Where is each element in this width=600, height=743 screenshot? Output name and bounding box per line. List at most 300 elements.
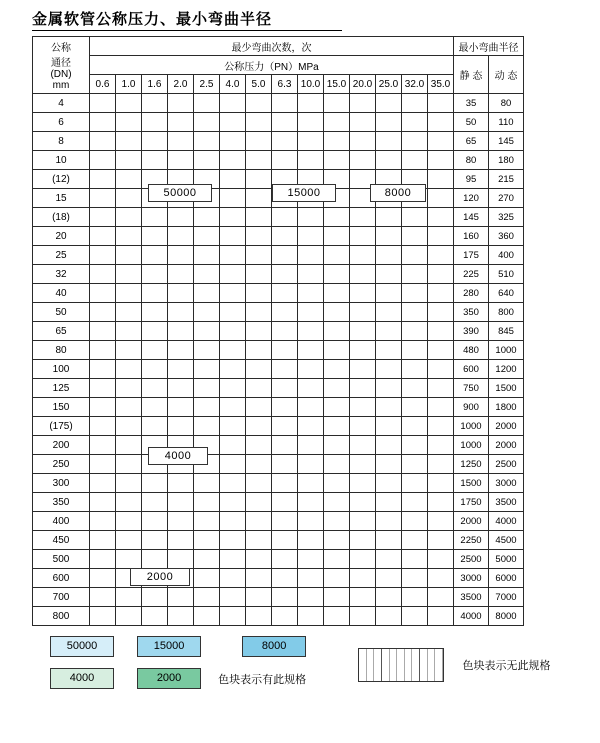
header-pressure-col-4: 2.5 [194,75,220,94]
cell-pressure [142,417,168,436]
cell-static-radius: 4000 [454,607,489,626]
cell-pressure [298,94,324,113]
table-row [33,208,524,227]
cell-dn: 6 [33,113,90,132]
cell-pressure [272,227,298,246]
cell-pressure [272,113,298,132]
cell-pressure [324,151,350,170]
cell-pressure [142,398,168,417]
cell-pressure [376,227,402,246]
cell-pressure [428,227,454,246]
cell-pressure [194,417,220,436]
title-underline [32,30,342,31]
cell-pressure [350,227,376,246]
legend-note-right: 色块表示无此规格 [462,660,551,672]
header-pressure-col-12: 32.0 [402,75,428,94]
cell-pressure [428,341,454,360]
cell-pressure [220,208,246,227]
cell-pressure [298,398,324,417]
cell-pressure [116,360,142,379]
cell-pressure [142,265,168,284]
table-row [33,284,524,303]
legend-swatch-2000: 2000 [137,668,201,689]
cell-pressure [402,94,428,113]
cell-pressure [402,607,428,626]
cell-pressure [142,607,168,626]
cell-pressure [376,265,402,284]
table-header [33,37,524,94]
cell-pressure [324,341,350,360]
cell-static-radius: 50 [454,113,489,132]
cell-pressure [90,398,116,417]
legend-right [358,648,550,682]
cell-pressure [168,493,194,512]
cell-pressure [142,227,168,246]
cell-pressure [350,550,376,569]
cell-pressure [246,303,272,322]
header-static: 静 态 [454,56,489,94]
cell-pressure [220,94,246,113]
cell-pressure [324,550,350,569]
table-row [33,569,524,588]
cell-dynamic-radius: 2500 [489,455,524,474]
cell-pressure [402,550,428,569]
cell-pressure [272,493,298,512]
cell-static-radius: 160 [454,227,489,246]
cell-pressure [246,189,272,208]
cell-pressure [90,322,116,341]
cell-pressure [272,265,298,284]
legend-note: 色块表示有此规格 [218,673,307,686]
header-row-3 [33,75,524,94]
cell-pressure [324,436,350,455]
cell-pressure [220,303,246,322]
cell-pressure [376,94,402,113]
cell-pressure [246,550,272,569]
cell-pressure [428,588,454,607]
table-row [33,246,524,265]
cell-pressure [272,94,298,113]
cell-pressure [402,303,428,322]
cell-pressure [246,227,272,246]
cell-dynamic-radius: 1800 [489,398,524,417]
cell-pressure [194,531,220,550]
cell-pressure [194,379,220,398]
cell-pressure [116,151,142,170]
cell-pressure [246,398,272,417]
cell-pressure [90,474,116,493]
cell-dn: 150 [33,398,90,417]
cell-pressure [272,550,298,569]
cell-pressure [350,208,376,227]
cell-pressure [90,531,116,550]
cell-pressure [168,417,194,436]
header-row-2 [33,56,524,75]
cell-pressure [246,132,272,151]
cell-pressure [324,531,350,550]
cell-pressure [402,417,428,436]
cell-pressure [142,132,168,151]
header-pressure-col-3: 2.0 [168,75,194,94]
header-pressure-col-10: 20.0 [350,75,376,94]
cell-pressure [90,607,116,626]
cell-dynamic-radius: 3500 [489,493,524,512]
cell-pressure [220,132,246,151]
cell-pressure [194,94,220,113]
cell-pressure [194,569,220,588]
cell-dn: 250 [33,455,90,474]
cell-pressure [220,417,246,436]
cell-pressure [298,132,324,151]
cell-pressure [246,170,272,189]
cell-pressure [376,493,402,512]
cell-pressure [220,189,246,208]
cell-pressure [194,284,220,303]
cell-dynamic-radius: 8000 [489,607,524,626]
cell-dn: 32 [33,265,90,284]
cell-pressure [116,208,142,227]
cell-pressure [324,132,350,151]
cell-pressure [272,132,298,151]
cell-pressure [220,113,246,132]
cell-pressure [376,436,402,455]
cell-pressure [428,455,454,474]
cell-pressure [428,246,454,265]
cell-pressure [324,588,350,607]
cell-pressure [116,227,142,246]
cell-pressure [116,417,142,436]
cell-pressure [220,227,246,246]
cell-pressure [402,379,428,398]
cell-pressure [220,265,246,284]
cell-pressure [272,303,298,322]
cell-pressure [350,246,376,265]
cell-dynamic-radius: 180 [489,151,524,170]
cell-pressure [116,341,142,360]
cell-static-radius: 1750 [454,493,489,512]
cell-pressure [272,512,298,531]
cell-pressure [324,398,350,417]
overlay-label-15000: 15000 [272,184,336,202]
cell-pressure [168,512,194,531]
cell-pressure [142,284,168,303]
table-row [33,265,524,284]
cell-pressure [142,379,168,398]
cell-pressure [168,246,194,265]
cell-pressure [168,208,194,227]
cell-dynamic-radius: 1000 [489,341,524,360]
cell-pressure [90,265,116,284]
cell-pressure [428,208,454,227]
cell-pressure [324,455,350,474]
cell-pressure [272,284,298,303]
cell-pressure [220,436,246,455]
table-row [33,531,524,550]
cell-pressure [402,455,428,474]
cell-pressure [428,550,454,569]
cell-dynamic-radius: 400 [489,246,524,265]
cell-pressure [90,132,116,151]
cell-pressure [90,341,116,360]
cell-pressure [246,208,272,227]
cell-pressure [116,436,142,455]
cell-pressure [376,303,402,322]
cell-pressure [350,151,376,170]
cell-pressure [116,170,142,189]
cell-pressure [168,303,194,322]
cell-dn: 450 [33,531,90,550]
cell-pressure [272,246,298,265]
cell-pressure [194,151,220,170]
cell-pressure [220,151,246,170]
cell-pressure [428,189,454,208]
cell-dynamic-radius: 1200 [489,360,524,379]
cell-static-radius: 3000 [454,569,489,588]
cell-dn: 10 [33,151,90,170]
cell-pressure [350,303,376,322]
cell-pressure [298,303,324,322]
cell-pressure [90,379,116,398]
cell-pressure [376,246,402,265]
cell-pressure [298,550,324,569]
header-row-1 [33,37,524,56]
table-row [33,132,524,151]
cell-pressure [324,474,350,493]
cell-pressure [116,189,142,208]
cell-static-radius: 750 [454,379,489,398]
cell-pressure [272,341,298,360]
cell-dn: 100 [33,360,90,379]
cell-pressure [142,512,168,531]
cell-pressure [376,360,402,379]
table-row [33,151,524,170]
cell-pressure [324,265,350,284]
cell-pressure [428,132,454,151]
cell-pressure [142,360,168,379]
cell-pressure [142,341,168,360]
cell-pressure [116,455,142,474]
cell-pressure [116,246,142,265]
cell-dynamic-radius: 4000 [489,512,524,531]
cell-pressure [402,284,428,303]
cell-pressure [298,436,324,455]
cell-pressure [90,151,116,170]
cell-pressure [272,360,298,379]
cell-pressure [142,303,168,322]
cell-pressure [168,607,194,626]
cell-pressure [116,322,142,341]
cell-pressure [350,360,376,379]
cell-pressure [90,360,116,379]
header-pressure-col-8: 10.0 [298,75,324,94]
cell-pressure [376,113,402,132]
header-pressure-col-11: 25.0 [376,75,402,94]
cell-pressure [402,493,428,512]
table-row [33,550,524,569]
cell-pressure [376,550,402,569]
overlay-label-50000: 50000 [148,184,212,202]
header-pressure-col-2: 1.6 [142,75,168,94]
cell-static-radius: 65 [454,132,489,151]
cell-pressure [324,360,350,379]
cell-static-radius: 1250 [454,455,489,474]
hatch-swatch [358,648,444,682]
cell-pressure [168,132,194,151]
cell-static-radius: 35 [454,94,489,113]
cell-pressure [90,588,116,607]
table-row [33,512,524,531]
cell-pressure [324,208,350,227]
cell-pressure [246,436,272,455]
cell-pressure [350,588,376,607]
cell-dn: (175) [33,417,90,436]
cell-dynamic-radius: 1500 [489,379,524,398]
cell-pressure [324,607,350,626]
cell-dynamic-radius: 2000 [489,436,524,455]
cell-dynamic-radius: 845 [489,322,524,341]
cell-dn: 300 [33,474,90,493]
cell-pressure [428,474,454,493]
cell-pressure [194,208,220,227]
cell-dynamic-radius: 325 [489,208,524,227]
cell-pressure [298,531,324,550]
cell-pressure [194,398,220,417]
cell-pressure [142,246,168,265]
cell-pressure [116,588,142,607]
cell-static-radius: 2500 [454,550,489,569]
header-dn-line-3: (DN) [50,69,72,80]
cell-pressure [142,113,168,132]
cell-dn: 200 [33,436,90,455]
cell-static-radius: 600 [454,360,489,379]
cell-pressure [116,94,142,113]
cell-pressure [220,550,246,569]
header-bend-radius: 最小弯曲半径 [454,37,524,56]
cell-dynamic-radius: 7000 [489,588,524,607]
cell-pressure [324,303,350,322]
cell-pressure [194,132,220,151]
cell-pressure [116,607,142,626]
cell-pressure [402,512,428,531]
cell-pressure [272,436,298,455]
cell-pressure [350,531,376,550]
cell-pressure [246,588,272,607]
cell-pressure [376,341,402,360]
cell-pressure [272,474,298,493]
cell-pressure [324,322,350,341]
table-row [33,303,524,322]
cell-pressure [220,512,246,531]
cell-pressure [376,322,402,341]
cell-pressure [90,550,116,569]
header-pressure-col-5: 4.0 [220,75,246,94]
cell-pressure [90,246,116,265]
cell-pressure [350,436,376,455]
cell-pressure [194,607,220,626]
cell-pressure [298,341,324,360]
cell-dn: (18) [33,208,90,227]
cell-pressure [142,588,168,607]
cell-pressure [168,322,194,341]
cell-static-radius: 145 [454,208,489,227]
cell-dynamic-radius: 3000 [489,474,524,493]
cell-pressure [402,436,428,455]
cell-pressure [194,550,220,569]
cell-pressure [90,113,116,132]
cell-dn: 400 [33,512,90,531]
cell-dn: 800 [33,607,90,626]
cell-pressure [272,455,298,474]
cell-pressure [428,493,454,512]
cell-pressure [428,360,454,379]
cell-pressure [428,151,454,170]
cell-pressure [350,417,376,436]
cell-pressure [428,607,454,626]
table-row [33,474,524,493]
cell-pressure [428,303,454,322]
cell-pressure [298,512,324,531]
cell-pressure [298,113,324,132]
cell-pressure [402,113,428,132]
cell-dynamic-radius: 215 [489,170,524,189]
header-pressure-col-13: 35.0 [428,75,454,94]
cell-dynamic-radius: 4500 [489,531,524,550]
cell-pressure [376,588,402,607]
cell-pressure [298,474,324,493]
cell-pressure [298,151,324,170]
cell-pressure [168,341,194,360]
cell-pressure [246,360,272,379]
cell-pressure [142,151,168,170]
cell-pressure [142,531,168,550]
cell-pressure [90,284,116,303]
cell-pressure [376,379,402,398]
cell-pressure [116,512,142,531]
cell-dn: 20 [33,227,90,246]
cell-pressure [324,569,350,588]
table-row [33,379,524,398]
cell-pressure [376,607,402,626]
cell-dn: 600 [33,569,90,588]
cell-pressure [116,493,142,512]
cell-pressure [324,379,350,398]
cell-pressure [194,113,220,132]
header-pressure-col-7: 6.3 [272,75,298,94]
cell-static-radius: 225 [454,265,489,284]
cell-pressure [90,493,116,512]
cell-pressure [194,227,220,246]
table-row [33,417,524,436]
cell-pressure [350,113,376,132]
cell-pressure [194,246,220,265]
cell-pressure [194,303,220,322]
cell-pressure [350,474,376,493]
cell-pressure [90,512,116,531]
cell-pressure [272,531,298,550]
cell-pressure [298,246,324,265]
overlay-label-2000: 2000 [130,568,190,586]
cell-pressure [428,322,454,341]
cell-pressure [246,113,272,132]
spec-table [32,36,524,626]
cell-dn: 65 [33,322,90,341]
cell-pressure [324,113,350,132]
header-pressure-col-0: 0.6 [90,75,116,94]
cell-pressure [350,512,376,531]
table-row [33,588,524,607]
cell-pressure [220,246,246,265]
cell-pressure [116,398,142,417]
